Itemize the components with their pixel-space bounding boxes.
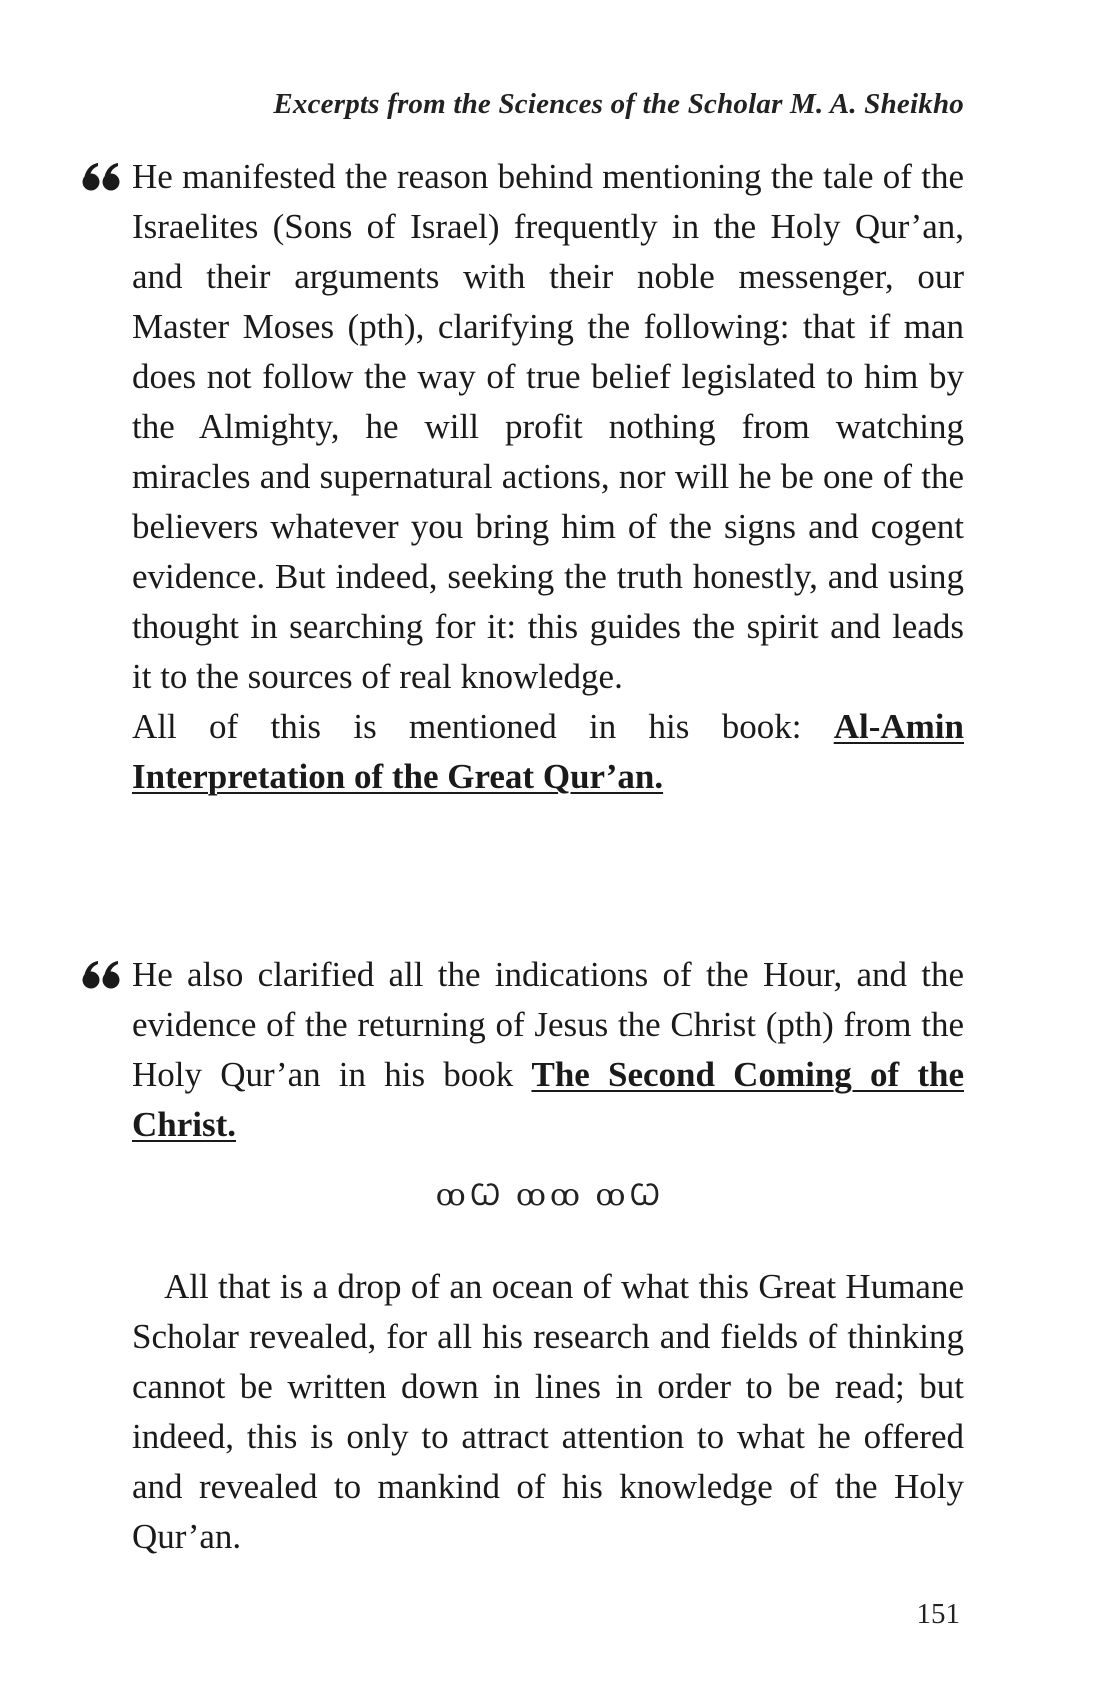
- book-reference: [132, 702, 964, 802]
- section-ornament: ꝏꞶ ꝏꝏ ꝏꞶ: [435, 1179, 665, 1212]
- book-reference: [132, 950, 964, 1150]
- entry-israelites: [132, 152, 964, 802]
- closing-paragraph: All that is a drop of an ocean of what this Great Humane Scholar revealed, for all his research and fields of thinking cannot be written down in lines in order to be read; but indeed, this is only to attract attention to what he offered and revealed to mankind of his knowledge of the Holy Qur’an.: [132, 1267, 964, 1556]
- page-number: 151: [916, 1598, 960, 1630]
- book-reference-lead: He also clarified all the indications of the Hour, and the evidence of the returning of Jesus the Christ (pth) from the Holy Qur’an in his book: [132, 955, 964, 1094]
- running-header: Excerpts from the Sciences of the Scholar M. A. Sheikho: [273, 88, 964, 120]
- quote-mark-icon: [81, 161, 123, 193]
- entry-second-coming: [132, 950, 964, 1150]
- book-title-al-amin: Al-Amin Interpretation of the Great Qur’an.: [132, 707, 964, 796]
- book-title-second-coming: The Second Coming of the Christ.: [132, 1055, 964, 1144]
- entry-paragraph: He manifested the reason behind mentioning the tale of the Israelites (Sons of Israel) frequently in the Holy Qur’an, and their arguments with their noble messenger, our Master Moses (pth), clarifying the following: that if man does not follow the way of true belief legislated to him by the Almighty, he will profit nothing from watching miracles and supernatural actions, nor will he be one of the believers whatever you bring him of the signs and cogent evidence. But indeed, seeking the truth honestly, and using thought in searching for it: this guides the spirit and leads it to the sources of real knowledge.: [132, 157, 964, 696]
- book-reference-lead: All of this is mentioned in his book:: [132, 707, 834, 746]
- quote-mark-icon: [81, 959, 123, 991]
